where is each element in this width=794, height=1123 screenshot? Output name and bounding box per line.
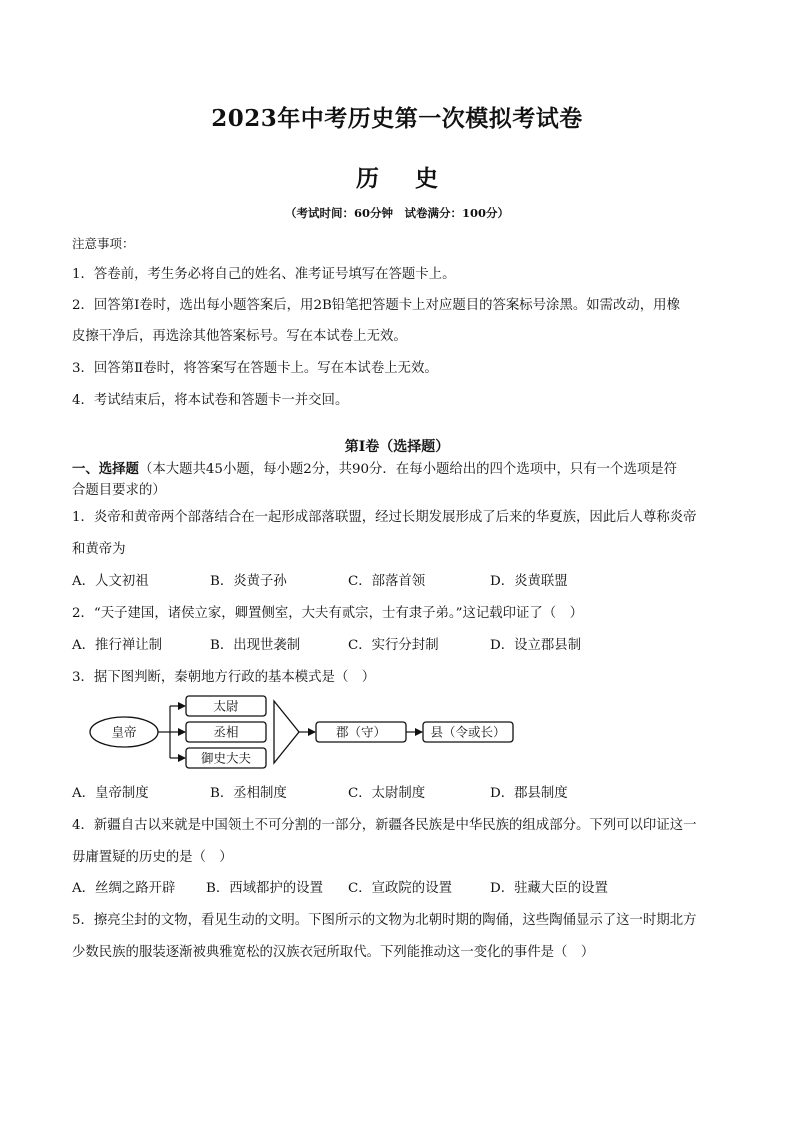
question-1-option-c: C．部落首领 — [348, 574, 426, 589]
question-1-option-b: B．炎黄子孙 — [210, 574, 287, 589]
exam-title: 2023年中考历史第一次模拟考试卷 — [211, 105, 583, 132]
question-4-text: 4．新疆自古以来就是中国领土不可分割的一部分，新疆各民族是中华民族的组成部分。下列可以印证这一 — [72, 818, 697, 833]
question-2-option-d: D．设立郡县制 — [490, 638, 582, 653]
question-3-option-c: C．太尉制度 — [348, 786, 426, 801]
question-1-option-a: A．人文初祖 — [72, 574, 149, 589]
question-5-text: 5．擦亮尘封的文物，看见生动的文明。下图所示的文物为北朝时期的陶俑，这些陶俑显示了这一时期北方 — [72, 913, 697, 928]
yushidafu-label: 御史大夫 — [200, 750, 252, 766]
question-4-option-b: B．西域都护的设置 — [206, 881, 323, 896]
question-2-text: 2．“天子建国，诸侯立家，卿置侧室，大夫有贰宗，士有隶子弟。”这记载印证了（ ） — [72, 606, 583, 621]
question-1-text-line2: 和黄帝为 — [72, 542, 126, 557]
notice-item: 2．回答第Ⅰ卷时，选出每小题答案后，用2B铅笔把答题卡上对应题目的答案标号涂黑。如需改动，用橡 — [72, 298, 680, 313]
subject-title — [0, 160, 794, 193]
question-2-option-a: A．推行禅让制 — [72, 638, 163, 653]
question-3-text: 3．据下图判断，秦朝地方行政的基本模式是（ ） — [72, 670, 376, 685]
section-intro-line2: 合题目要求的） — [72, 483, 166, 498]
taiwei-label: 太尉 — [213, 698, 239, 714]
question-3-option-d: D．郡县制度 — [490, 786, 568, 801]
merge-arrow-icon — [274, 701, 299, 763]
question-1-text: 1．炎帝和黄帝两个部落结合在一起形成部落联盟，经过长期发展形成了后来的华夏族，因此后人尊称炎帝 — [72, 510, 697, 525]
question-2-option-b: B．出现世袭制 — [210, 638, 301, 653]
chengxiang-label: 丞相 — [213, 724, 239, 740]
question-4-option-d: D．驻藏大臣的设置 — [490, 881, 608, 896]
notice-item: 皮擦干净后，再选涂其他答案标号。写在本试卷上无效。 — [72, 329, 407, 344]
question-3-option-a: A．皇帝制度 — [72, 786, 149, 801]
subject-char-1: 历 — [356, 165, 379, 192]
section-title: 第Ⅰ卷（选择题） — [344, 439, 450, 455]
qin-administration-diagram — [88, 693, 518, 773]
question-4-text-line2: 毋庸置疑的历史的是（ ） — [72, 850, 233, 865]
notice-item: 3．回答第Ⅱ卷时，将答案写在答题卡上。写在本试卷上无效。 — [72, 361, 438, 376]
notice-heading: 注意事项： — [72, 236, 135, 251]
question-2-option-c: C．实行分封制 — [348, 638, 439, 653]
subject-char-2: 史 — [415, 165, 438, 192]
question-3-option-b: B．丞相制度 — [210, 786, 287, 801]
emperor-label: 皇帝 — [111, 724, 137, 740]
question-4-option-c: C．宣政院的设置 — [348, 881, 452, 896]
section-intro-label: 一、选择题 — [72, 461, 139, 477]
notice-item: 1．答卷前，考生务必将自己的姓名、准考证号填写在答题卡上。 — [72, 267, 456, 282]
notice-item: 4．考试结束后，将本试卷和答题卡一并交回。 — [72, 393, 349, 408]
question-4-option-a: A．丝绸之路开辟 — [72, 881, 176, 896]
question-5-text-line2: 少数民族的服装逐渐被典雅宽松的汉族衣冠所取代。下列能推动这一变化的事件是（ ） — [72, 945, 595, 960]
section-intro-text: （本大题共45小题，每小题2分，共90分．在每小题给出的四个选项中，只有一个选项是符 — [138, 462, 678, 477]
exam-info: （考试时间：60分钟 试卷满分：100分） — [284, 206, 509, 220]
county-label: 县（令或长） — [430, 724, 506, 740]
section-intro — [72, 458, 677, 477]
question-1-option-d: D．炎黄联盟 — [490, 574, 568, 589]
commandery-label: 郡（守） — [335, 724, 387, 740]
